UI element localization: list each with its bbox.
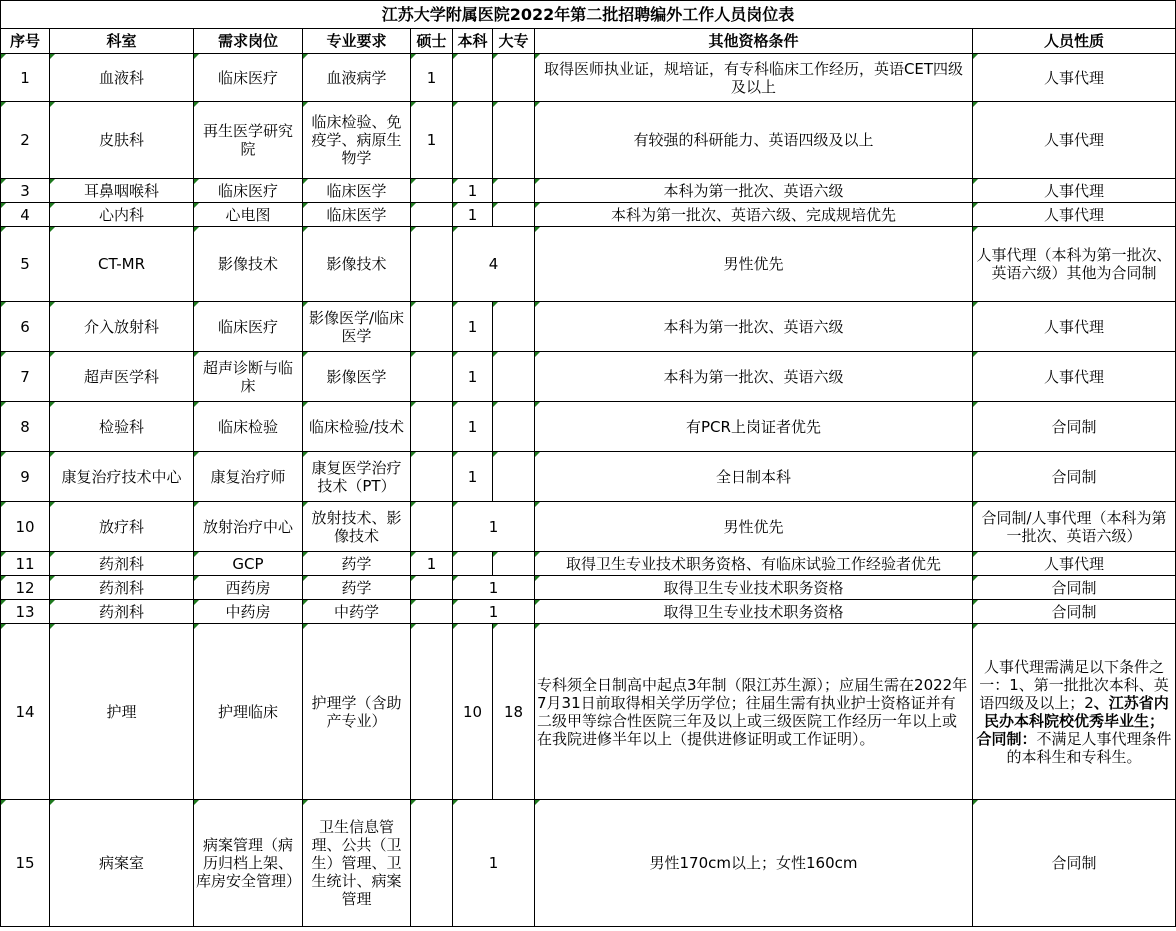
row-number: 10: [1, 502, 50, 552]
row-college-count: [493, 179, 535, 203]
table-row: [1, 402, 1176, 452]
row-number: 9: [1, 452, 50, 502]
table-row: [1, 800, 1176, 927]
row-conditions: 有较强的科研能力、英语四级及以上: [535, 102, 973, 179]
row-department: 超声医学科: [50, 352, 194, 402]
row-nature: 合同制: [973, 576, 1176, 600]
row-master-count: [411, 302, 453, 352]
row-nature: 合同制: [973, 452, 1176, 502]
row-bachelor-college-count: 1: [453, 600, 535, 624]
row-college-count: [493, 552, 535, 576]
row-major: 临床检验、免疫学、病原生物学: [303, 102, 411, 179]
nature-text-part: 、江苏省内民办本科院校优秀毕业生；: [984, 693, 1169, 730]
row-number: 4: [1, 203, 50, 227]
row-bachelor-college-count: 1: [453, 502, 535, 552]
row-major: 影像医学: [303, 352, 411, 402]
row-major: 血液病学: [303, 54, 411, 102]
row-master-count: [411, 352, 453, 402]
nature-text-part: 人事代理需满足以下条件之一：1、第一批批次本科、英语四级及以上；2: [979, 657, 1169, 712]
row-department: 血液科: [50, 54, 194, 102]
row-nature: [973, 624, 1176, 800]
row-number: 13: [1, 600, 50, 624]
table-row: [1, 502, 1176, 552]
header-master: 硕士: [411, 29, 453, 54]
row-number: 5: [1, 227, 50, 302]
row-master-count: [411, 624, 453, 800]
row-master-count: [411, 402, 453, 452]
row-department: 护理: [50, 624, 194, 800]
header-conditions: 其他资格条件: [535, 29, 973, 54]
row-post: 病案管理（病历归档上架、库房安全管理）: [194, 800, 303, 927]
header-major: 专业要求: [303, 29, 411, 54]
header-dept: 科室: [50, 29, 194, 54]
table-row: [1, 452, 1176, 502]
row-post: 超声诊断与临床: [194, 352, 303, 402]
row-major: 临床医学: [303, 203, 411, 227]
row-conditions: 有PCR上岗证者优先: [535, 402, 973, 452]
row-conditions: 男性优先: [535, 502, 973, 552]
row-bachelor-college-count: 1: [453, 576, 535, 600]
row-major: 药学: [303, 552, 411, 576]
row-post: 中药房: [194, 600, 303, 624]
table-row: [1, 576, 1176, 600]
row-department: 药剂科: [50, 576, 194, 600]
row-master-count: [411, 576, 453, 600]
row-conditions: 全日制本科: [535, 452, 973, 502]
row-number: 2: [1, 102, 50, 179]
nature-text-part: 不满足人事代理条件的本科生和专科生。: [1006, 729, 1172, 766]
row-conditions: 本科为第一批次、英语六级: [535, 302, 973, 352]
row-major: 卫生信息管理、公共（卫生）管理、卫生统计、病案管理: [303, 800, 411, 927]
row-bachelor-count: [453, 102, 493, 179]
row-post: 影像技术: [194, 227, 303, 302]
row-major: 药学: [303, 576, 411, 600]
table-row: [1, 624, 1176, 800]
row-department: 检验科: [50, 402, 194, 452]
row-nature: 合同制: [973, 402, 1176, 452]
row-major: 影像医学/临床医学: [303, 302, 411, 352]
header-post: 需求岗位: [194, 29, 303, 54]
row-bachelor-count: [453, 552, 493, 576]
table-row: [1, 600, 1176, 624]
row-major: 影像技术: [303, 227, 411, 302]
row-department: 介入放射科: [50, 302, 194, 352]
row-bachelor-college-count: 1: [453, 800, 535, 927]
row-conditions: 本科为第一批次、英语六级、完成规培优先: [535, 203, 973, 227]
row-bachelor-count: [453, 54, 493, 102]
row-conditions: 取得卫生专业技术职务资格: [535, 576, 973, 600]
row-conditions: 取得医师执业证，规培证，有专科临床工作经历，英语CET四级及以上: [535, 54, 973, 102]
row-master-count: 1: [411, 102, 453, 179]
row-department: 药剂科: [50, 600, 194, 624]
row-nature: 人事代理（本科为第一批次、英语六级）其他为合同制: [973, 227, 1176, 302]
row-bachelor-count: 1: [453, 452, 493, 502]
header-college: 大专: [493, 29, 535, 54]
row-number: 12: [1, 576, 50, 600]
row-conditions: 男性优先: [535, 227, 973, 302]
table-row: [1, 203, 1176, 227]
row-number: 6: [1, 302, 50, 352]
row-college-count: [493, 54, 535, 102]
row-nature: 人事代理: [973, 179, 1176, 203]
table-row: [1, 552, 1176, 576]
row-bachelor-count: 1: [453, 203, 493, 227]
row-major: 临床医学: [303, 179, 411, 203]
row-college-count: [493, 203, 535, 227]
row-bachelor-count: 10: [453, 624, 493, 800]
table-row: [1, 179, 1176, 203]
table-row: [1, 227, 1176, 302]
row-number: 15: [1, 800, 50, 927]
row-college-count: [493, 302, 535, 352]
row-nature: 合同制/人事代理（本科为第一批次、英语六级）: [973, 502, 1176, 552]
row-bachelor-count: 1: [453, 352, 493, 402]
table-row: [1, 54, 1176, 102]
row-nature: 合同制: [973, 800, 1176, 927]
row-master-count: [411, 179, 453, 203]
row-department: 耳鼻咽喉科: [50, 179, 194, 203]
row-master-count: 1: [411, 54, 453, 102]
row-post: 放射治疗中心: [194, 502, 303, 552]
row-post: 康复治疗师: [194, 452, 303, 502]
row-number: 8: [1, 402, 50, 452]
row-college-count: 18: [493, 624, 535, 800]
row-post: 临床检验: [194, 402, 303, 452]
table-row: [1, 302, 1176, 352]
row-college-count: [493, 102, 535, 179]
row-conditions: 专科须全日制高中起点3年制（限江苏生源）；应届生需在2022年7月31日前取得相关学历学位；往届生需有执业护士资格证并有二级甲等综合性医院三年及以上或三级医院工作经历一年以上或在我院进修半年以上（提供进修证明或工作证明）。: [535, 624, 973, 800]
row-post: 临床医疗: [194, 302, 303, 352]
row-department: 药剂科: [50, 552, 194, 576]
row-major: 临床检验/技术: [303, 402, 411, 452]
row-post: GCP: [194, 552, 303, 576]
row-master-count: [411, 227, 453, 302]
row-bachelor-college-count: 4: [453, 227, 535, 302]
row-conditions: 取得卫生专业技术职务资格: [535, 600, 973, 624]
nature-text-part: 合同制：: [976, 729, 1037, 748]
row-post: 临床医疗: [194, 54, 303, 102]
row-number: 1: [1, 54, 50, 102]
row-major: 中药学: [303, 600, 411, 624]
row-major: 康复医学治疗技术（PT）: [303, 452, 411, 502]
row-nature: 人事代理: [973, 302, 1176, 352]
header-no: 序号: [1, 29, 50, 54]
row-number: 14: [1, 624, 50, 800]
row-department: 康复治疗技术中心: [50, 452, 194, 502]
row-number: 3: [1, 179, 50, 203]
header-nature: 人员性质: [973, 29, 1176, 54]
row-department: 皮肤科: [50, 102, 194, 179]
row-college-count: [493, 402, 535, 452]
header-row: [1, 29, 1176, 54]
row-master-count: 1: [411, 552, 453, 576]
table-title: 江苏大学附属医院2022年第二批招聘编外工作人员岗位表: [1, 1, 1176, 29]
row-conditions: 本科为第一批次、英语六级: [535, 179, 973, 203]
header-bachelor: 本科: [453, 29, 493, 54]
row-conditions: 本科为第一批次、英语六级: [535, 352, 973, 402]
row-bachelor-count: 1: [453, 302, 493, 352]
row-master-count: [411, 800, 453, 927]
row-post: 西药房: [194, 576, 303, 600]
row-post: 再生医学研究院: [194, 102, 303, 179]
row-nature: 人事代理: [973, 54, 1176, 102]
table-row: [1, 102, 1176, 179]
row-post: 护理临床: [194, 624, 303, 800]
row-major: 护理学（含助产专业）: [303, 624, 411, 800]
row-department: 放疗科: [50, 502, 194, 552]
row-master-count: [411, 600, 453, 624]
row-master-count: [411, 502, 453, 552]
row-college-count: [493, 452, 535, 502]
row-department: 心内科: [50, 203, 194, 227]
row-nature: 人事代理: [973, 102, 1176, 179]
row-bachelor-count: 1: [453, 179, 493, 203]
row-bachelor-count: 1: [453, 402, 493, 452]
row-nature: 人事代理: [973, 352, 1176, 402]
row-department: 病案室: [50, 800, 194, 927]
row-conditions: 男性170cm以上；女性160cm: [535, 800, 973, 927]
row-major: 放射技术、影像技术: [303, 502, 411, 552]
row-conditions: 取得卫生专业技术职务资格、有临床试验工作经验者优先: [535, 552, 973, 576]
table-row: [1, 352, 1176, 402]
row-nature: 合同制: [973, 600, 1176, 624]
row-nature: 人事代理: [973, 203, 1176, 227]
row-department: CT-MR: [50, 227, 194, 302]
row-master-count: [411, 203, 453, 227]
row-post: 心电图: [194, 203, 303, 227]
row-number: 11: [1, 552, 50, 576]
row-number: 7: [1, 352, 50, 402]
row-master-count: [411, 452, 453, 502]
row-post: 临床医疗: [194, 179, 303, 203]
row-nature: 人事代理: [973, 552, 1176, 576]
row-college-count: [493, 352, 535, 402]
